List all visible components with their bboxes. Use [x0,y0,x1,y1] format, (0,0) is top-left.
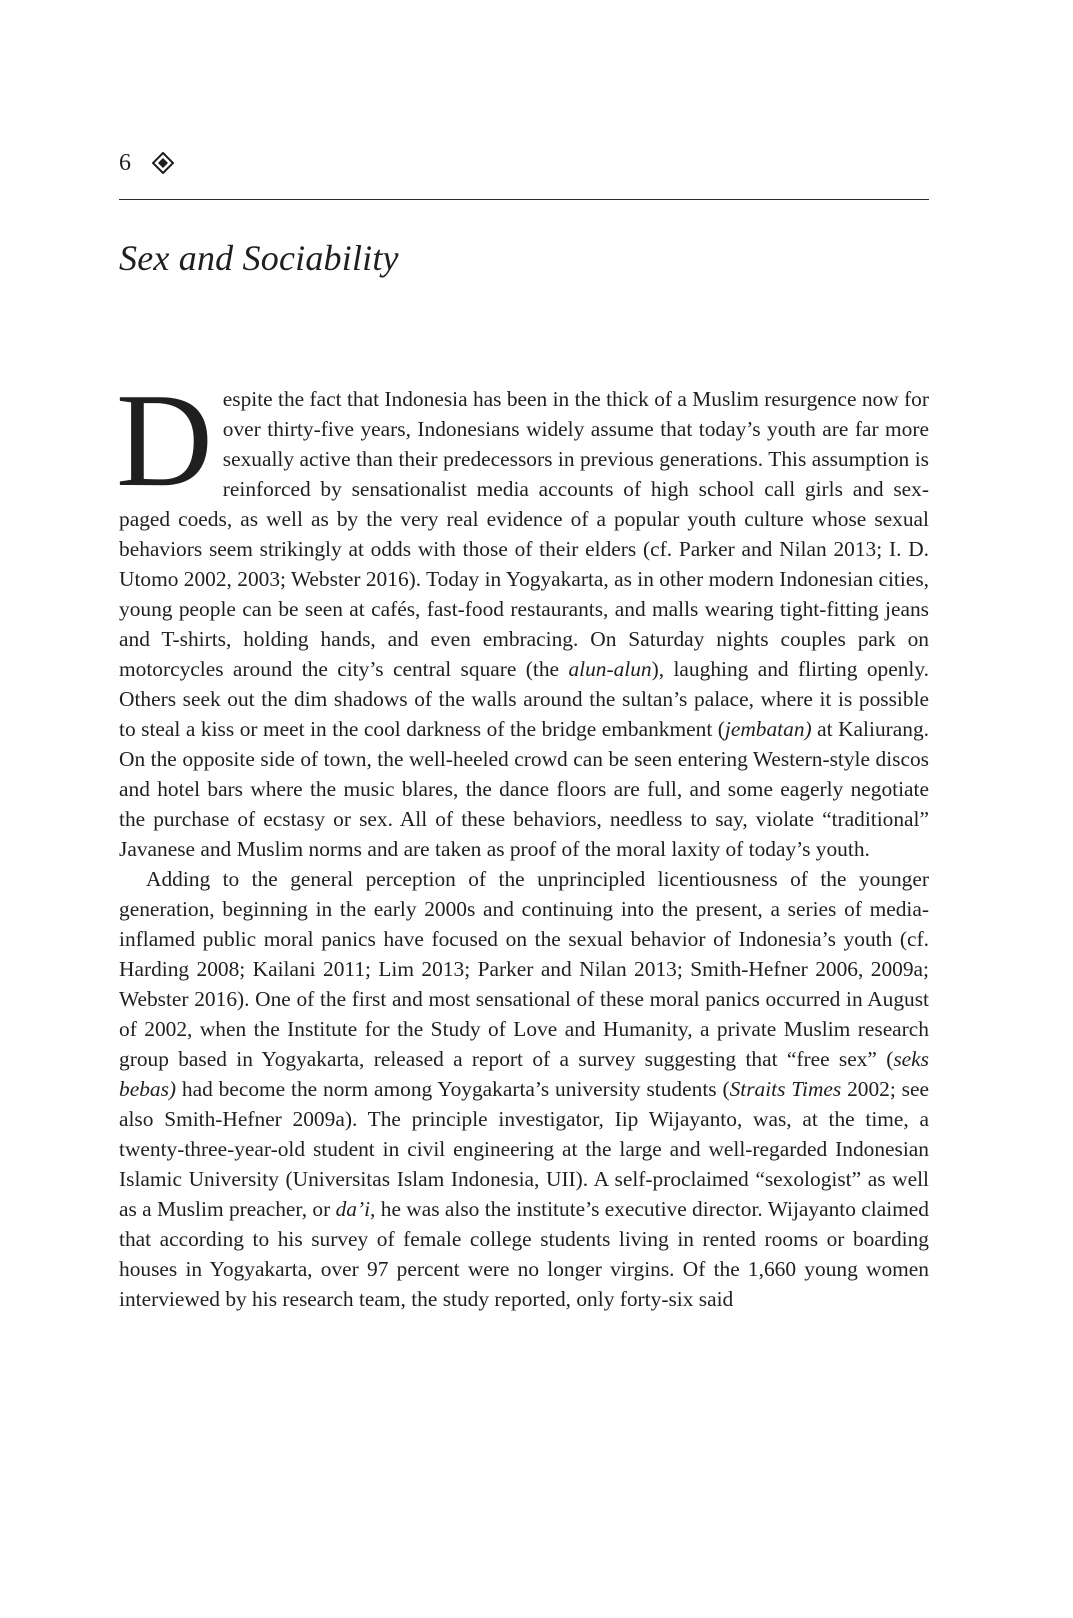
italic-term-jembatan: jembatan) [724,717,812,741]
drop-cap: D [116,366,213,514]
paragraph-2-text-a: Adding to the general perception of the unprincipled licentiousness of the younger generation, beginning in the early 2000s and continuing into the present, a series of media-inflamed public moral panics have focused on the sexual behavior of Indonesia’s youth (cf. Harding 2008; Kailani 2011; Lim 2013; Parker and Nilan 2013; Smith-Hefner 2006, 2009a; Webster 2016). One of the first and most sensational of these moral panics occurred in August of 2002, when the Institute for the Study of Love and Humanity, a private Muslim research group based in Yogyakarta, released a report of a survey suggesting that “free sex” ( [119,867,929,1071]
running-head [119,144,929,204]
italic-citation-straits-times: Straits Times [729,1077,842,1101]
italic-term-seks-bebas: seks bebas) [119,1047,929,1101]
paragraph-2-text-d: he was also the institute’s executive director. Wijayanto claimed that according to his survey of female college students living in rented rooms or boarding houses in Yogyakarta, over 97 percent were no longer virgins. Of the 1,660 young women interviewed by his research team, the study reported, only forty-six said [119,1197,929,1311]
paragraph-1-text-c: at Kaliurang. On the opposite side of town, the well-heeled crowd can be seen entering Western-style discos and hotel bars where the music blares, the dance floors are full, and some eagerly negotiate the purchase of ecstasy or sex. All of these behaviors, needless to say, violate “traditional” Javanese and Muslim norms and are taken as proof of the moral laxity of today’s youth. [119,717,929,861]
paragraph-2-text-b: had become the norm among Yoygakarta’s university students ( [176,1077,730,1101]
paragraph-1 [116,366,929,864]
paragraph-1-text-a: espite the fact that Indonesia has been in the thick of a Muslim resurgence now for over thirty-five years, Indonesians widely assume that today’s youth are far more sexually active than their predecessors in previous generations. This assumption is reinforced by sensationalist media accounts of high school call girls and sex-paged coeds, as well as by the very real evidence of a popular youth culture whose sexual behaviors seem strikingly at odds with those of their elders (cf. Parker and Nilan 2013; I. D. Utomo 2002, 2003; Webster 2016). Today in Yogyakarta, as in other modern Indonesian cities, young people can be seen at cafés, fast-food restaurants, and malls wearing tight-fitting jeans and T-shirts, holding hands, and even embracing. On Saturday nights couples park on motorcycles around the city’s central square (the [119,387,929,681]
italic-term-alun-alun: alun-alun [568,657,652,681]
paragraph-1-text-b: ), laughing and flirting openly. Others seek out the dim shadows of the walls around the sultan’s palace, where it is possible to steal a kiss or meet in the cool darkness of the bridge embankment ( [119,657,929,741]
header-rule [119,199,929,200]
paragraph-2 [119,864,929,1314]
body-text [116,366,929,1314]
diamond-ornament-icon [152,152,174,174]
page-number: 6 [119,150,131,176]
chapter-title: Sex and Sociability [119,238,399,278]
italic-term-dai: da’i, [335,1197,376,1221]
paragraph-2-text-c: 2002; see also Smith-Hefner 2009a). The principle investigator, Iip Wijayanto, was, at the time, a twenty-three-year-old student in civil engineering at the large and well-regarded Indonesian Islamic University (Universitas Islam Indonesia, UII). A self-proclaimed “sexologist” as well as a Muslim preacher, or [119,1077,929,1221]
